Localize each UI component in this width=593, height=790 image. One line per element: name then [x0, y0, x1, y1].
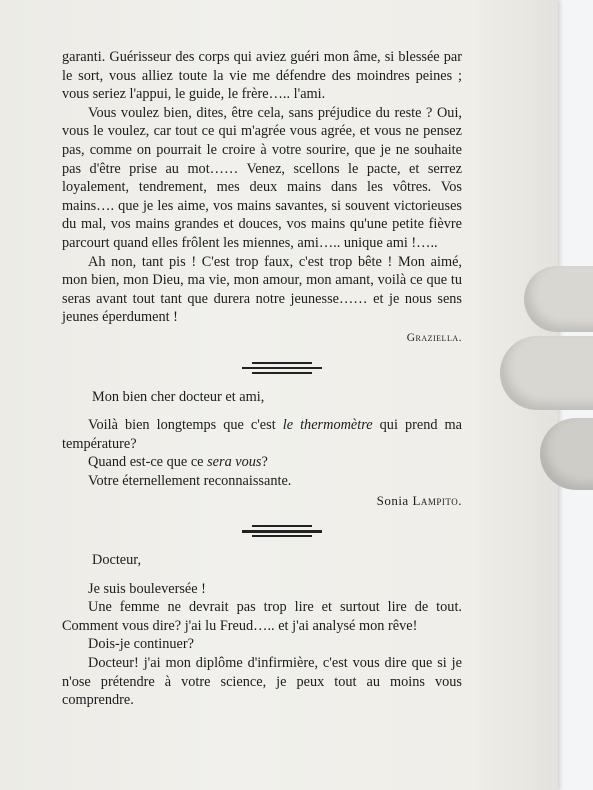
section-divider-2: [62, 523, 462, 539]
finger-2: [500, 336, 593, 410]
salutation-3: Docteur,: [92, 552, 142, 569]
page-text: [62, 48, 462, 710]
paragraph-2: Vous voulez bien, dites, être cela, sans préjudice du reste ? Oui, vous le voulez, car tout ce qui m'agrée vous agrée, et vous ne pensez pas, comme on pourrait le croire à votre sourire, que je ne souhaite pas d'être prise au mot…… Venez, scellons le pacte, et serrez loyalement, tendrement, mes deux mains dans les vôtres. Vos mains…. que je les aime, vos mains savantes, si souvent victorieuses du mal, vos mains grandes et douces, vos mains qu'une petite fièvre parcourt quand elles frôlent les miennes, ami….. unique ami !…..: [62, 104, 462, 251]
paragraph-10: Docteur! j'ai mon diplôme d'infirmière, c'est vous dire que si je n'ose prétendre à votre science, je peux tout au moins vous comprendre.: [62, 655, 462, 709]
paragraph-7: Je suis bouleversée !: [88, 580, 206, 597]
paragraph-1: garanti. Guérisseur des corps qui aviez guéri mon âme, si blessée par le sort, vous alliez toute la vie me défendre des moindres peines ; vous seriez l'appui, le guide, le frère….. l'ami.: [62, 49, 462, 103]
salutation-2: Mon bien cher docteur et ami,: [92, 388, 265, 405]
paragraph-6: Votre éternellement reconnaissante.: [88, 472, 292, 489]
section-divider: [62, 360, 462, 376]
signature-graziella: Graziella.: [406, 331, 462, 344]
paragraph-8: Une femme ne devrait pas trop lire et surtout lire de tout. Comment vous dire? j'ai lu Freud….. et j'ai analysé mon rêve!: [62, 599, 462, 634]
finger-1: [524, 266, 593, 332]
paragraph-5: Quand est-ce que ce sera vous?: [88, 454, 268, 471]
paragraph-4: Voilà bien longtemps que c'est le thermomètre qui prend ma température?: [62, 417, 463, 452]
signature-sonia: Sonia Lampito.: [376, 493, 462, 509]
paragraph-9: Dois-je continuer?: [88, 636, 194, 653]
paragraph-3: Ah non, tant pis ! C'est trop faux, c'est trop bête ! Mon aimé, mon bien, mon Dieu, ma vie, mon amour, mon amant, voilà ce que tu seras avant tout tant que durera notre jeunesse…… et je nous sens jeunes éperdument !: [62, 253, 462, 326]
